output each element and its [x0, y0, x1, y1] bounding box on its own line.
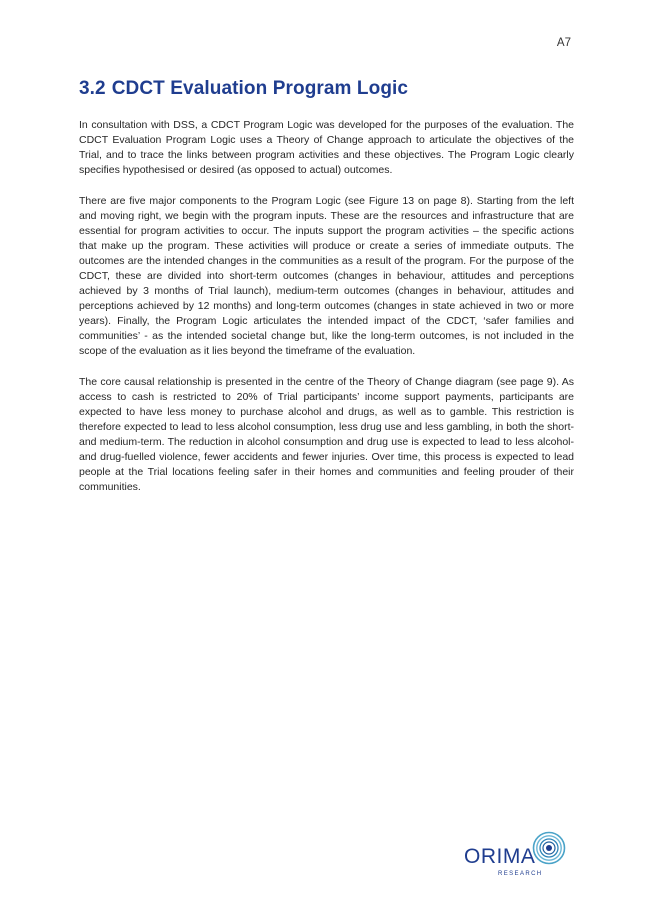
concentric-rings-icon [532, 831, 566, 865]
logo-tagline: RESEARCH [498, 871, 543, 877]
paragraph-intro: In consultation with DSS, a CDCT Program Logic was developed for the purposes of the evaluation. The CDCT Evaluation Program Logic uses a Theory of Change approach to articulate the objectives of the Trial, and to trace the links between program activities and these objectives. The Program Logic clearly specifies hypothesised or desired (as opposed to actual) outcomes. [79, 119, 574, 176]
body-text [79, 118, 574, 511]
logo-wordmark: ORIMA [464, 845, 536, 868]
section-title: CDCT Evaluation Program Logic [111, 78, 409, 99]
paragraph-causal: The core causal relationship is presented in the centre of the Theory of Change diagram (see page 9). As access to cash is restricted to 20% of Trial participants’ income support payments, participants are expected to have less money to purchase alcohol and drugs, as well as to gamble. This restriction is therefore expected to lead to less alcohol consumption, less drug use and less gambling, in both the short- and medium-term. The reduction in alcohol consumption and drug use is expected to lead to less alcohol- and drug-fuelled violence, fewer accidents and fewer injuries. Over time, this process is expected to lead people at the Trial locations feeling safer in their homes and communities and feeling prouder of their communities. [79, 376, 574, 493]
page-number: A7 [556, 37, 571, 49]
paragraph-components: There are five major components to the Program Logic (see Figure 13 on page 8). Starting from the left and moving right, we begin with the program inputs. These are the resources and infrastructure that are essential for program activities to occur. The inputs support the program activities – the specific actions that make up the program. These activities will produce or create a series of immediate outputs. The outcomes are the intended changes in the communities as a result of the program. For the purpose of the CDCT, these are divided into short-term outcomes (changes in behaviour, attitudes and perceptions achieved by 3 months of Trial launch), medium-term outcomes (changes in behaviour, attitudes and perceptions achieved by 12 months) and long-term outcomes (changes in state achieved in two or more years). Finally, the Program Logic articulates the intended impact of the CDCT, ‘safer families and communities’ - as the intended societal change but, like the long-term outcomes, is not included in the scope of the evaluation as it lies beyond the timeframe of the evaluation. [79, 195, 574, 357]
orima-logo [464, 831, 574, 883]
section-heading [79, 78, 408, 100]
section-number: 3.2 [79, 78, 106, 99]
